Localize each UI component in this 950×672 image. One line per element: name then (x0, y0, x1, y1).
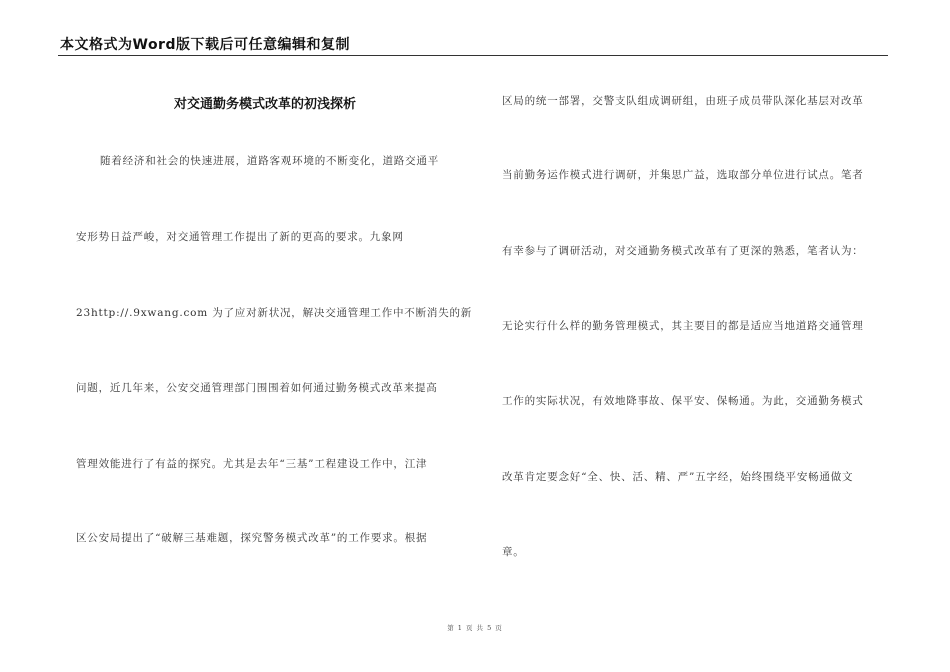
paragraph-line: 安形势日益严峻，对交通管理工作提出了新的更高的要求。九象网 (76, 231, 404, 243)
paragraph-line: 随着经济和社会的快速进展，道路客观环境的不断变化，道路交通平 (100, 155, 439, 167)
paragraph-line: 章。 (502, 546, 525, 558)
paragraph-line: 管理效能进行了有益的探究。尤其是去年“三基”工程建设工作中，江津 (76, 458, 428, 470)
page-number: 第 1 页 共 5 页 (447, 624, 503, 632)
paragraph-line: 区公安局提出了“破解三基难题，探究警务模式改革”的工作要求。根据 (76, 532, 428, 544)
paragraph-line: 23http://.9xwang.com 为了应对新状况，解决交通管理工作中不断消失的新 (76, 307, 473, 319)
paragraph-line: 区局的统一部署，交警支队组成调研组，由班子成员带队深化基层对改革 (502, 95, 864, 107)
paragraph-line: 有幸参与了调研活动，对交通勤务模式改革有了更深的熟悉，笔者认为： (502, 245, 864, 257)
paragraph-line: 工作的实际状况，有效地降事故、保平安、保畅通。为此，交通勤务模式 (502, 395, 864, 407)
paragraph-line: 当前勤务运作模式进行调研，并集思广益，选取部分单位进行试点。笔者 (502, 169, 864, 181)
paragraph-line: 问题，近几年来，公安交通管理部门围围着如何通过勤务模式改革来提高 (76, 382, 438, 394)
paragraph-line: 无论实行什么样的勤务管理模式，其主要目的都是适应当地道路交通管理 (502, 320, 864, 332)
document-title: 对交通勤务模式改革的初浅探析 (173, 97, 356, 112)
header-divider (58, 55, 888, 56)
document-header: 本文格式为Word版下载后可任意编辑和复制 (60, 37, 350, 53)
paragraph-line: 改革肯定要念好“全、快、活、精、严”五字经，始终围绕平安畅通做文 (502, 471, 854, 483)
